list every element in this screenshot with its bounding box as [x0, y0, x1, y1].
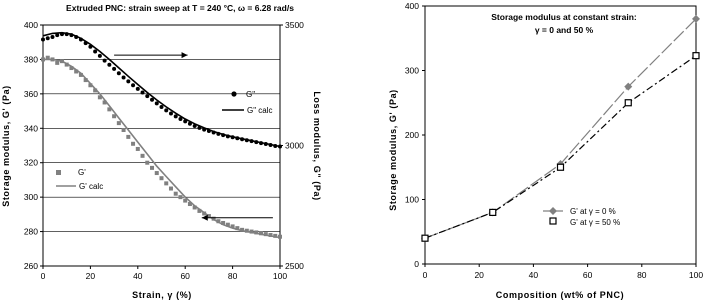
composition-chart: [388, 1, 703, 300]
legend-label-g1calc: G' calc: [79, 182, 104, 191]
chart2-point-gamma50: [558, 164, 564, 170]
chart1-y-axis-label: Storage modulus, G' (Pa): [1, 85, 11, 207]
chart1-x-tick-label: 60: [180, 271, 190, 281]
chart1-y2-axis-label: Loss modulus, G" (Pa): [312, 91, 322, 201]
legend-marker-gamma50: [550, 218, 556, 224]
chart1-arrow-head: [202, 215, 208, 221]
chart1-point-g2: [117, 71, 121, 75]
chart1-point-g2: [131, 83, 135, 87]
chart1-point-g1: [150, 166, 154, 170]
chart1-x-tick-label: 100: [272, 271, 288, 281]
legend-label-gamma50: G' at γ = 50 %: [570, 218, 621, 227]
chart2-y-axis: [405, 1, 425, 269]
chart1-y-tick-label: 360: [23, 88, 38, 99]
chart1-series-line-3: [43, 59, 280, 237]
legend-label-g1: G': [78, 168, 86, 177]
chart2-point-gamma50: [625, 100, 631, 106]
chart2-point-gamma50: [693, 53, 699, 59]
chart1-point-g1: [141, 154, 145, 158]
chart1-plot-area: [43, 25, 280, 266]
chart1-y2-tick-label: 3500: [285, 20, 304, 30]
chart2-legend: [543, 207, 620, 227]
chart2-title: Storage modulus at constant strain:: [491, 12, 637, 22]
chart2-x-tick-label: 100: [688, 270, 704, 280]
chart1-point-g2: [164, 108, 168, 112]
chart1-point-g1: [174, 192, 178, 196]
chart1-x-tick-label: 0: [40, 271, 46, 281]
chart2-y-tick-label: 300: [404, 65, 419, 76]
chart1-point-g1: [164, 181, 168, 185]
legend-label-g2calc: G" calc: [247, 106, 273, 115]
chart1-y-tick-label: 300: [23, 192, 38, 203]
chart1-point-g2: [145, 94, 149, 98]
chart1-y2-tick-label: 3000: [285, 140, 304, 151]
chart1-annotation-arrows: [114, 52, 273, 221]
chart1-point-g2: [93, 50, 97, 54]
chart2-x-tick-label: 20: [474, 270, 484, 280]
chart1-point-g2: [169, 111, 173, 115]
chart1-y-tick-label: 380: [23, 54, 38, 65]
chart1-y-tick-label: 320: [23, 157, 38, 168]
chart1-x-axis-label: Strain, γ (%): [132, 290, 192, 300]
chart1-point-g1: [155, 171, 159, 175]
chart2-y-tick-label: 0: [414, 259, 419, 269]
strain-sweep-chart: [1, 3, 322, 300]
chart1-title: Extruded PNC: strain sweep at T = 240 °C, ω = 6.28 rad/s: [66, 3, 294, 13]
chart1-x-tick-label: 20: [85, 271, 96, 281]
chart1-point-g2: [46, 36, 50, 40]
chart1-y-tick-label: 260: [23, 261, 38, 271]
chart2-series: [421, 15, 700, 242]
chart1-point-g1: [160, 176, 164, 180]
chart1-point-g2: [126, 79, 130, 83]
chart1-point-g1: [131, 142, 135, 146]
chart1-x-axis: [41, 266, 288, 281]
chart2-y-tick-label: 100: [404, 194, 419, 205]
chart1-point-g2: [160, 105, 164, 109]
legend-marker-g1: [56, 170, 61, 175]
chart1-point-g2: [122, 76, 126, 80]
chart1-grid: [43, 59, 280, 231]
legend-label-gamma0: G' at γ = 0 %: [570, 207, 616, 216]
chart1-point-g2: [112, 67, 116, 71]
chart1-y2-axis: [280, 20, 304, 271]
chart1-point-g1: [126, 135, 130, 139]
chart1-point-g2: [98, 54, 102, 58]
chart2-subtitle: γ = 0 and 50 %: [534, 25, 594, 35]
chart1-y-axis: [24, 20, 43, 271]
chart1-point-g2: [50, 35, 54, 39]
chart1-point-g2: [103, 59, 107, 63]
legend-marker-gamma0: [549, 207, 557, 215]
chart1-series: [41, 32, 282, 239]
chart1-arrow-head: [182, 52, 188, 58]
chart1-y-tick-label: 280: [23, 226, 38, 237]
chart1-point-g2: [136, 87, 140, 91]
chart1-point-g1: [122, 128, 126, 132]
chart2-x-tick-label: 0: [422, 270, 428, 280]
chart1-x-tick-label: 40: [133, 271, 143, 281]
chart1-point-g1: [178, 195, 182, 199]
chart2-x-axis: [423, 264, 704, 280]
legend-label-g2: G": [246, 90, 256, 99]
chart2-plot-area: [425, 6, 696, 264]
chart1-x-tick-label: 80: [227, 271, 238, 281]
chart2-y-axis-label: Storage modulus, G' (Pa): [388, 89, 398, 211]
chart2-x-axis-label: Composition (wt% of PNC): [495, 290, 625, 300]
chart1-y-tick-label: 400: [23, 20, 38, 30]
chart1-y-tick-label: 340: [23, 123, 38, 134]
chart2-series-line-0: [425, 19, 696, 238]
chart1-point-g2: [107, 63, 111, 67]
chart2-y-tick-label: 400: [404, 1, 419, 11]
chart2-point-gamma50: [422, 235, 428, 241]
legend-marker-g2: [231, 91, 236, 96]
chart1-point-g2: [141, 90, 145, 94]
chart2-x-tick-label: 60: [582, 270, 593, 280]
chart2-x-tick-label: 40: [528, 270, 539, 280]
chart1-point-g1: [136, 147, 140, 151]
chart2-x-tick-label: 80: [637, 270, 647, 280]
chart1-point-g1: [145, 161, 149, 165]
chart1-series-line-1: [43, 33, 280, 147]
chart1-y2-tick-label: 2500: [285, 261, 304, 271]
chart2-y-tick-label: 200: [404, 130, 419, 140]
chart2-point-gamma50: [490, 209, 496, 215]
chart1-point-g1: [117, 121, 121, 125]
chart1-point-g1: [169, 187, 173, 191]
chart1-point-g2: [41, 37, 45, 41]
chart1-point-g1: [55, 61, 59, 65]
